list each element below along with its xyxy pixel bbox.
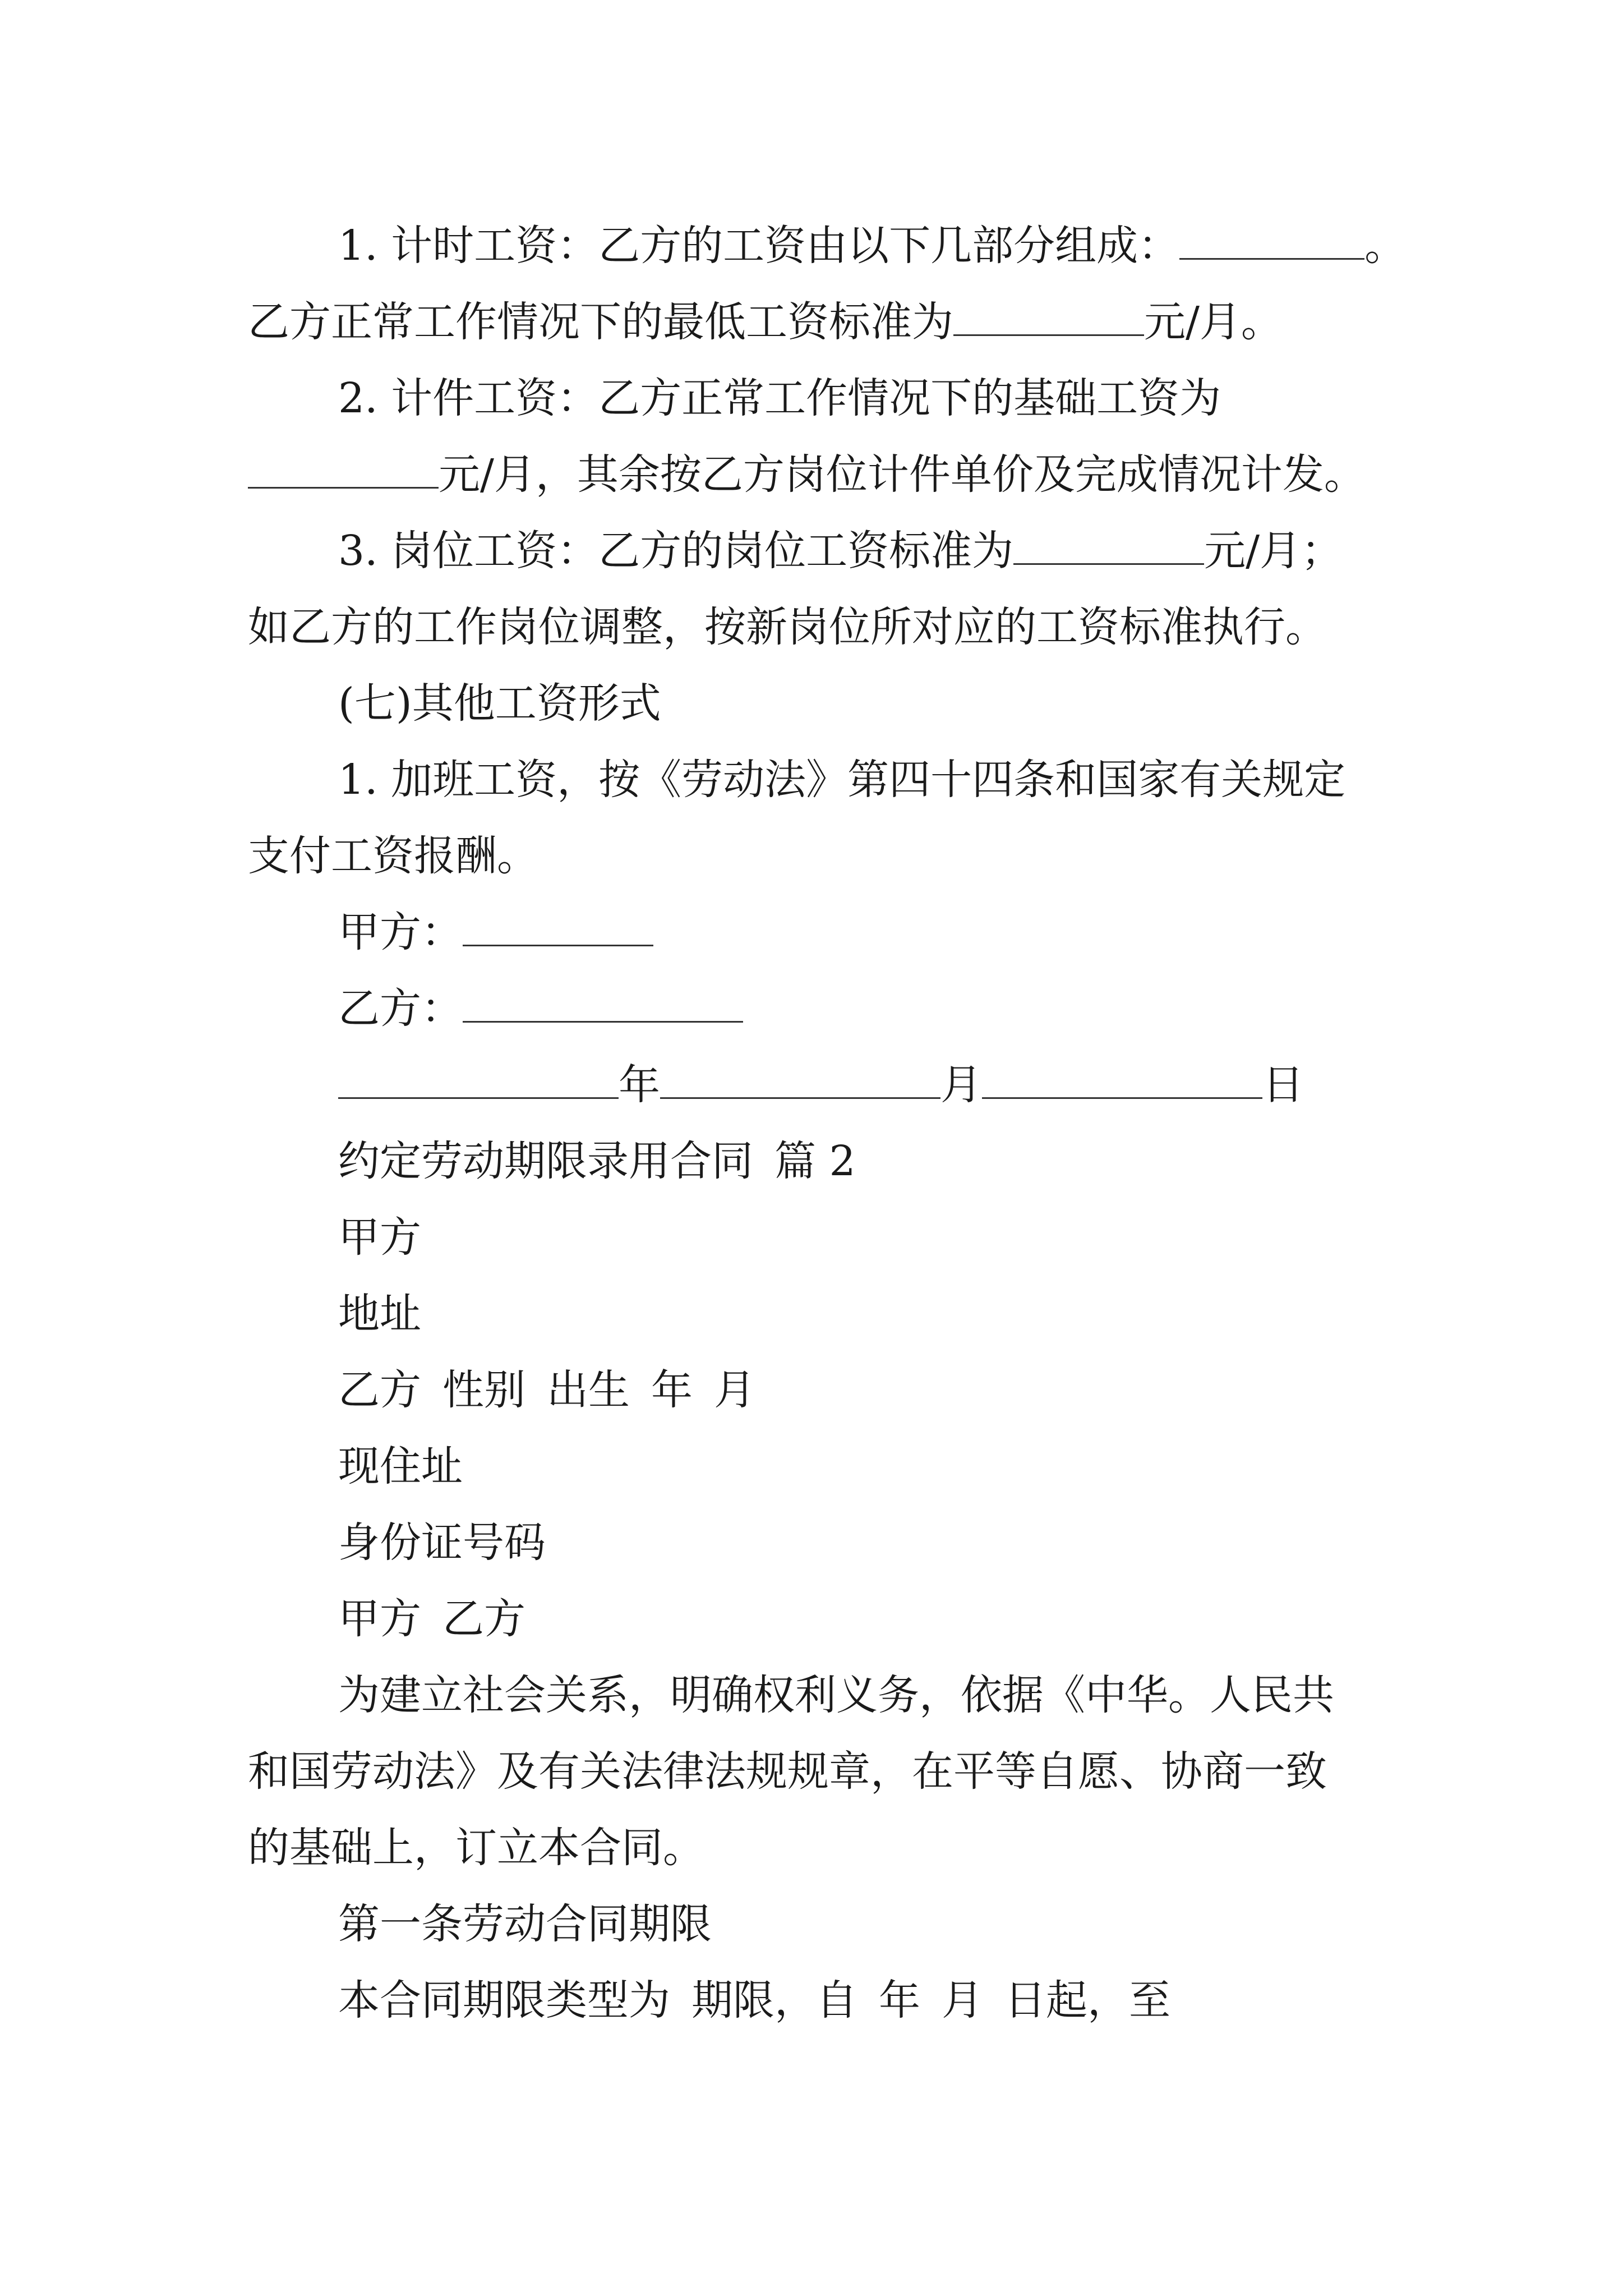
clause-text: 乙方正常工作情况下的最低工资标准为 <box>248 298 953 346</box>
fill-blank <box>463 905 653 946</box>
clause-text: 。 <box>1364 222 1407 270</box>
clause-piece-wage-cont <box>248 447 1366 503</box>
clause-hourly-wage <box>338 218 1406 274</box>
clause-text: 1. 加班工资，按《劳动法》第四十四条和国家有关规定 <box>338 756 1346 804</box>
field-label: 甲方 <box>338 1213 421 1262</box>
label-text: 甲方： <box>338 908 463 956</box>
fill-blank <box>1013 524 1204 565</box>
clause-post-wage <box>338 523 1343 579</box>
heading-text: 第一条劳动合同期限 <box>338 1900 712 1948</box>
signature-party-b <box>338 981 743 1037</box>
field-label: 月 <box>714 1366 755 1414</box>
field-address <box>338 1286 421 1342</box>
clause-min-wage <box>248 294 1283 350</box>
fill-blank <box>953 295 1144 336</box>
paragraph-text: 和国劳动法》及有关法律法规规章，在平等自愿、协商一致 <box>248 1747 1327 1796</box>
clause-post-adjust <box>248 599 1327 655</box>
title-number: 篇 2 <box>774 1137 856 1185</box>
field-parties-row <box>338 1591 525 1647</box>
contract-title <box>338 1133 856 1189</box>
field-label: 乙方 <box>338 1366 421 1414</box>
signature-party-a <box>338 904 653 960</box>
fill-blank <box>982 1058 1262 1099</box>
clause-text: 月 <box>942 1976 983 2024</box>
field-label: 性别 <box>442 1366 525 1414</box>
clause-text: 年 <box>879 1976 920 2024</box>
clause-text: 2. 计件工资：乙方正常工作情况下的基础工资为 <box>338 374 1221 422</box>
date-year-label: 年 <box>619 1061 660 1109</box>
field-current-address <box>338 1438 463 1494</box>
date-month-label: 月 <box>940 1061 982 1109</box>
fill-blank <box>1179 219 1364 260</box>
date-day-label: 日 <box>1262 1061 1304 1109</box>
field-label: 出生 <box>547 1366 630 1414</box>
clause-overtime-cont <box>248 828 538 884</box>
clause-text: 支付工资报酬。 <box>248 832 538 880</box>
fill-blank <box>463 982 743 1023</box>
clause-text: 期限，自 <box>691 1976 857 2024</box>
clause-text: 3. 岗位工资：乙方的岗位工资标准为 <box>338 527 1014 575</box>
clause-text: 如乙方的工作岗位调整，按新岗位所对应的工资标准执行。 <box>248 603 1327 651</box>
paragraph-text: 的基础上，订立本合同。 <box>248 1824 704 1872</box>
field-label: 现住址 <box>338 1442 463 1490</box>
field-party-a <box>338 1209 421 1266</box>
field-label: 年 <box>651 1366 693 1414</box>
section-heading <box>338 675 661 731</box>
field-party-b-row <box>338 1362 755 1418</box>
article-1-heading <box>338 1896 712 1952</box>
fill-blank <box>338 1058 619 1099</box>
paragraph-text: 为建立社会关系，明确权利义务，依据《中华。人民共 <box>338 1671 1334 1719</box>
clause-text: 日起，至 <box>1004 1976 1170 2024</box>
title-text: 约定劳动期限录用合同 <box>338 1137 753 1185</box>
preamble-line-3 <box>248 1820 704 1876</box>
label-text: 乙方： <box>338 984 463 1033</box>
clause-text: 本合同期限类型为 <box>338 1976 670 2024</box>
clause-text: 元/月，其余按乙方岗位计件单价及完成情况计发。 <box>439 450 1366 499</box>
clause-text: 1. 计时工资：乙方的工资由以下几部分组成： <box>338 222 1180 270</box>
fill-blank <box>660 1058 940 1099</box>
preamble-line-1 <box>338 1667 1334 1723</box>
signature-date <box>338 1057 1304 1113</box>
field-id-number <box>338 1515 546 1571</box>
clause-piece-wage <box>338 370 1221 426</box>
article-1-text <box>338 1972 1170 2028</box>
clause-overtime <box>338 752 1345 808</box>
field-label: 地址 <box>338 1290 421 1338</box>
preamble-line-2 <box>248 1743 1327 1800</box>
field-label: 乙方 <box>442 1595 525 1643</box>
clause-text: 元/月。 <box>1144 298 1283 346</box>
field-label: 甲方 <box>338 1595 421 1643</box>
clause-text: 元/月； <box>1204 527 1343 575</box>
field-label: 身份证号码 <box>338 1519 546 1567</box>
fill-blank <box>248 448 439 489</box>
heading-text: (七)其他工资形式 <box>338 679 661 728</box>
